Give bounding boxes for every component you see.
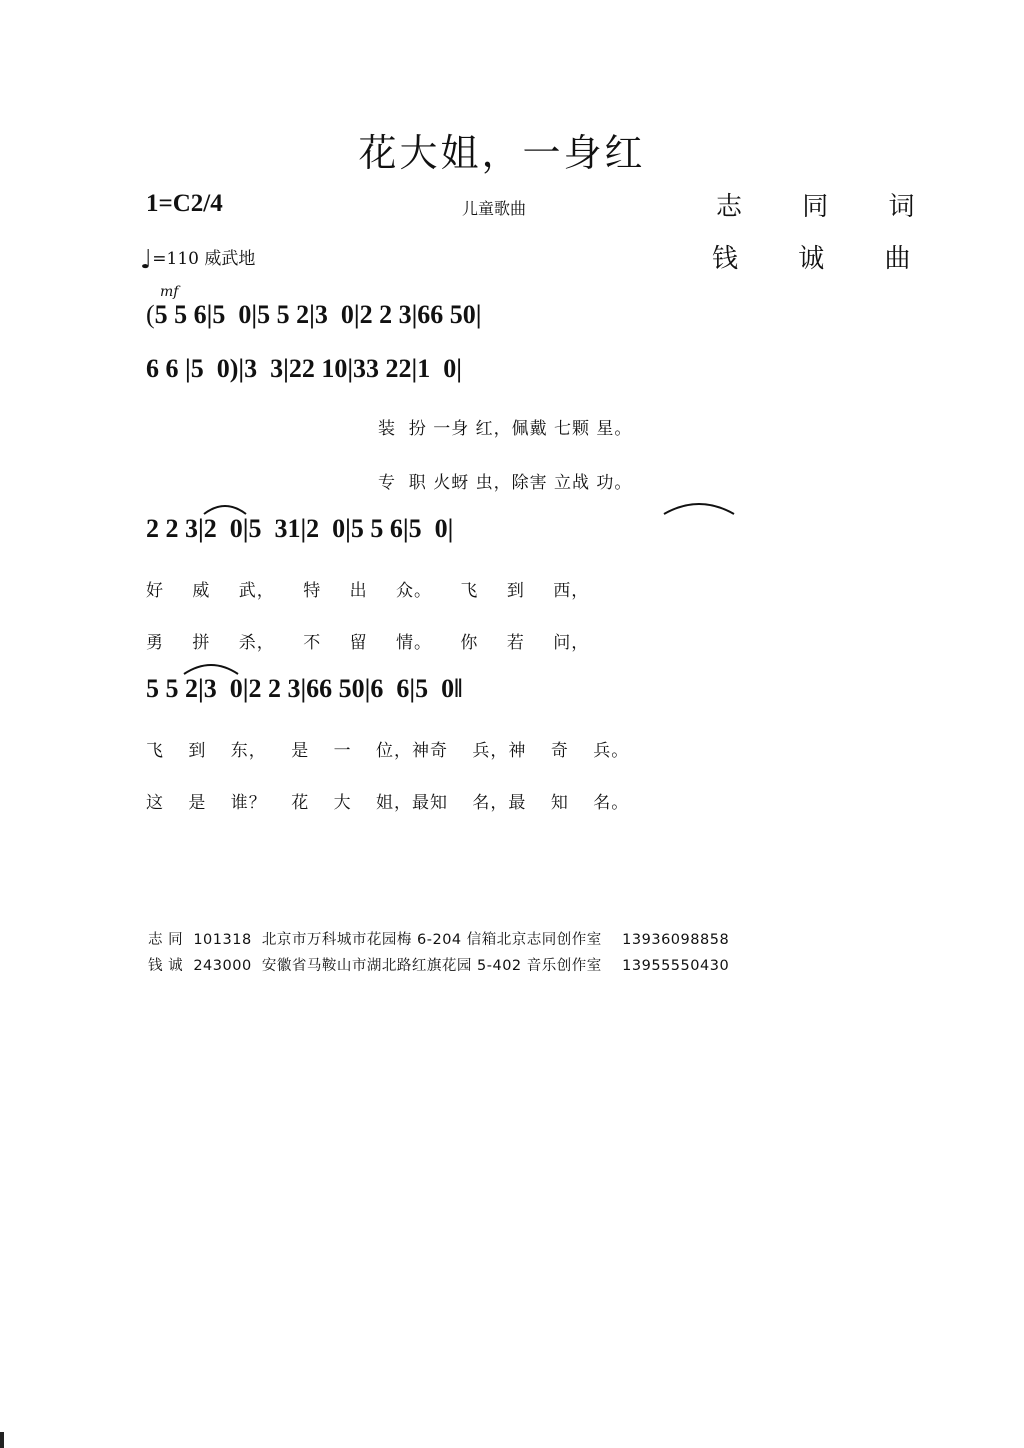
notation-row-1: (5 5 6|5 0|5 5 2|3 0|2 2 3|66 50| — [146, 300, 482, 329]
page-edge-mark — [0, 1432, 4, 1448]
notation-row-2: 6 6 |5 0)|3 3|22 10|33 22|1 0| — [146, 354, 463, 383]
slur-mark — [660, 500, 738, 518]
composer-credit: 钱 诚 曲 — [712, 244, 937, 274]
lyric-line-1: 装 扮 一身 红，佩戴 七颗 星。 — [378, 419, 633, 439]
contact-line-composer: 钱 诚 243000 安徽省马鞍山市湖北路红旗花园 5-402 音乐创作室 13955550430 — [148, 958, 730, 974]
song-title: 花大姐，一身红 — [358, 131, 646, 175]
lyric-line-5: 飞 到 东， 是 一 位，神奇 兵，神 奇 兵。 — [146, 741, 630, 761]
contact-line-lyricist: 志 同 101318 北京市万科城市花园梅 6-204 信箱北京志同创作室 13936098858 — [148, 932, 730, 948]
tempo-text: =110 威武地 — [152, 249, 256, 269]
tempo-marking — [140, 244, 255, 275]
slur-mark — [200, 500, 250, 518]
lyric-line-6: 这 是 谁？ 花 大 姐，最知 名，最 知 名。 — [146, 793, 630, 813]
key-signature: 1=C2/4 — [146, 190, 223, 217]
notation-row-4: 5 5 2|3 0|2 2 3|66 50|6 6|5 0‖ — [146, 674, 463, 703]
dynamic-marking: mf — [160, 284, 179, 300]
notation-row-3: 2 2 3|2 0|5 31|2 0|5 5 6|5 0| — [146, 514, 454, 543]
quarter-note-icon: ♩ — [140, 245, 153, 275]
lyric-line-4: 勇 拼 杀， 不 留 情。 你 若 问， — [146, 633, 590, 653]
lyricist-credit: 志 同 词 — [716, 192, 941, 222]
genre-label: 儿童歌曲 — [462, 199, 527, 218]
lyric-line-2: 专 职 火蚜 虫，除害 立战 功。 — [378, 473, 633, 493]
opening-bracket-icon: ( — [146, 300, 155, 329]
slur-mark — [180, 660, 242, 678]
lyric-line-3: 好 威 武， 特 出 众。 飞 到 西， — [146, 581, 590, 601]
